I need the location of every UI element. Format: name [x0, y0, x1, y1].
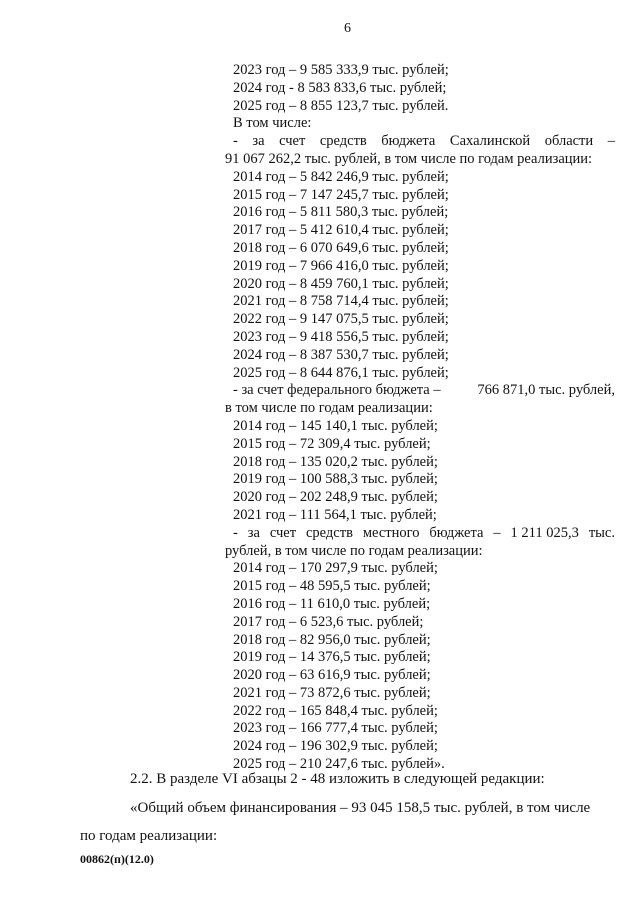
sakhalin-years [225, 169, 615, 383]
federal-years [225, 418, 615, 525]
year-line: 2024 год – 196 302,9 тыс. рублей; [233, 738, 438, 755]
phrase: - за счет федерального бюджета – [233, 382, 441, 399]
year-line: 2017 год – 5 412 610,4 тыс. рублей; [233, 222, 449, 239]
word: 1 211 025,3 [510, 524, 579, 541]
year-line: 2020 год – 8 459 760,1 тыс. рублей; [233, 275, 449, 292]
year-line: 2019 год – 14 376,5 тыс. рублей; [233, 649, 431, 666]
year-line: 2018 год – 6 070 649,6 тыс. рублей; [233, 239, 449, 256]
word: тыс. [588, 524, 615, 541]
year-line: 2021 год – 73 872,6 тыс. рублей; [233, 684, 431, 701]
top-lines [225, 62, 615, 133]
year-line: 2025 год – 210 247,6 тыс. рублей». [233, 756, 445, 773]
local-intro-cont: рублей, в том числе по годам реализации: [225, 542, 483, 559]
sakhalin-intro-cont: 91 067 262,2 тыс. рублей, в том числе по годам реализации: [225, 150, 593, 167]
word: средств [319, 133, 367, 150]
year-line: 2015 год – 72 309,4 тыс. рублей; [233, 435, 431, 452]
quote-line-1: «Общий объем финансирования – 93 045 158,5 тыс. рублей, в том числе [130, 800, 591, 816]
word: за [252, 133, 265, 150]
funding-block [225, 62, 615, 774]
year-line: 2023 год – 9 418 556,5 тыс. рублей; [233, 328, 449, 345]
year-line: 2018 год – 82 956,0 тыс. рублей; [233, 631, 431, 648]
year-line: 2020 год – 63 616,9 тыс. рублей; [233, 667, 431, 684]
word: - [233, 524, 238, 541]
year-line: 2014 год – 170 297,9 тыс. рублей; [233, 560, 438, 577]
document-code: 00862(п)(12.0) [80, 852, 154, 866]
quote-line-2: по годам реализации: [80, 828, 218, 844]
word: средств [306, 524, 353, 541]
federal-intro-cont: в том числе по годам реализации: [225, 400, 433, 417]
year-line: 2017 год – 6 523,6 тыс. рублей; [233, 613, 424, 630]
word: Сахалинской [449, 133, 531, 150]
local-years [225, 560, 615, 774]
year-line: 2014 год – 145 140,1 тыс. рублей; [233, 417, 438, 434]
year-line: 2018 год – 135 020,2 тыс. рублей; [233, 453, 438, 470]
word: за [247, 524, 260, 541]
word: счет [269, 524, 297, 541]
word: счет [279, 133, 306, 150]
year-line: 2016 год – 5 811 580,3 тыс. рублей; [233, 204, 449, 221]
text-line: 2025 год – 8 855 123,7 тыс. рублей. [233, 97, 449, 114]
word: местного [362, 524, 420, 541]
word: бюджета [429, 524, 484, 541]
year-line: 2015 год – 48 595,5 тыс. рублей; [233, 578, 431, 595]
year-line: 2021 год – 111 564,1 тыс. рублей; [233, 506, 437, 523]
year-line: 2014 год – 5 842 246,9 тыс. рублей; [233, 168, 449, 185]
year-line: 2022 год – 9 147 075,5 тыс. рублей; [233, 311, 449, 328]
year-line: 2024 год – 8 387 530,7 тыс. рублей; [233, 346, 449, 363]
phrase: 766 871,0 тыс. рублей, [477, 382, 615, 399]
text-line: 2024 год - 8 583 833,6 тыс. рублей; [233, 79, 447, 96]
year-line: 2019 год – 100 588,3 тыс. рублей; [233, 471, 438, 488]
word: – [493, 524, 501, 541]
year-line: 2025 год – 8 644 876,1 тыс. рублей; [233, 364, 449, 381]
text-line: В том числе: [233, 115, 312, 132]
word: области [544, 133, 594, 150]
year-line: 2019 год – 7 966 416,0 тыс. рублей; [233, 257, 449, 274]
year-line: 2023 год – 166 777,4 тыс. рублей; [233, 720, 438, 737]
section-heading: 2.2. В разделе VI абзацы 2 - 48 изложить в следующей редакции: [130, 771, 545, 787]
year-line: 2015 год – 7 147 245,7 тыс. рублей; [233, 186, 449, 203]
year-line: 2020 год – 202 248,9 тыс. рублей; [233, 489, 438, 506]
word: - [233, 133, 238, 150]
year-line: 2022 год – 165 848,4 тыс. рублей; [233, 702, 438, 719]
federal-intro [225, 382, 615, 400]
year-line: 2016 год – 11 610,0 тыс. рублей; [233, 595, 431, 612]
local-intro [225, 525, 615, 543]
word: бюджета [381, 133, 436, 150]
page-number: 6 [344, 21, 351, 36]
year-line: 2021 год – 8 758 714,4 тыс. рублей; [233, 293, 449, 310]
sakhalin-intro [225, 133, 615, 151]
text-line: 2023 год – 9 585 333,9 тыс. рублей; [233, 62, 449, 78]
word: – [607, 133, 615, 150]
